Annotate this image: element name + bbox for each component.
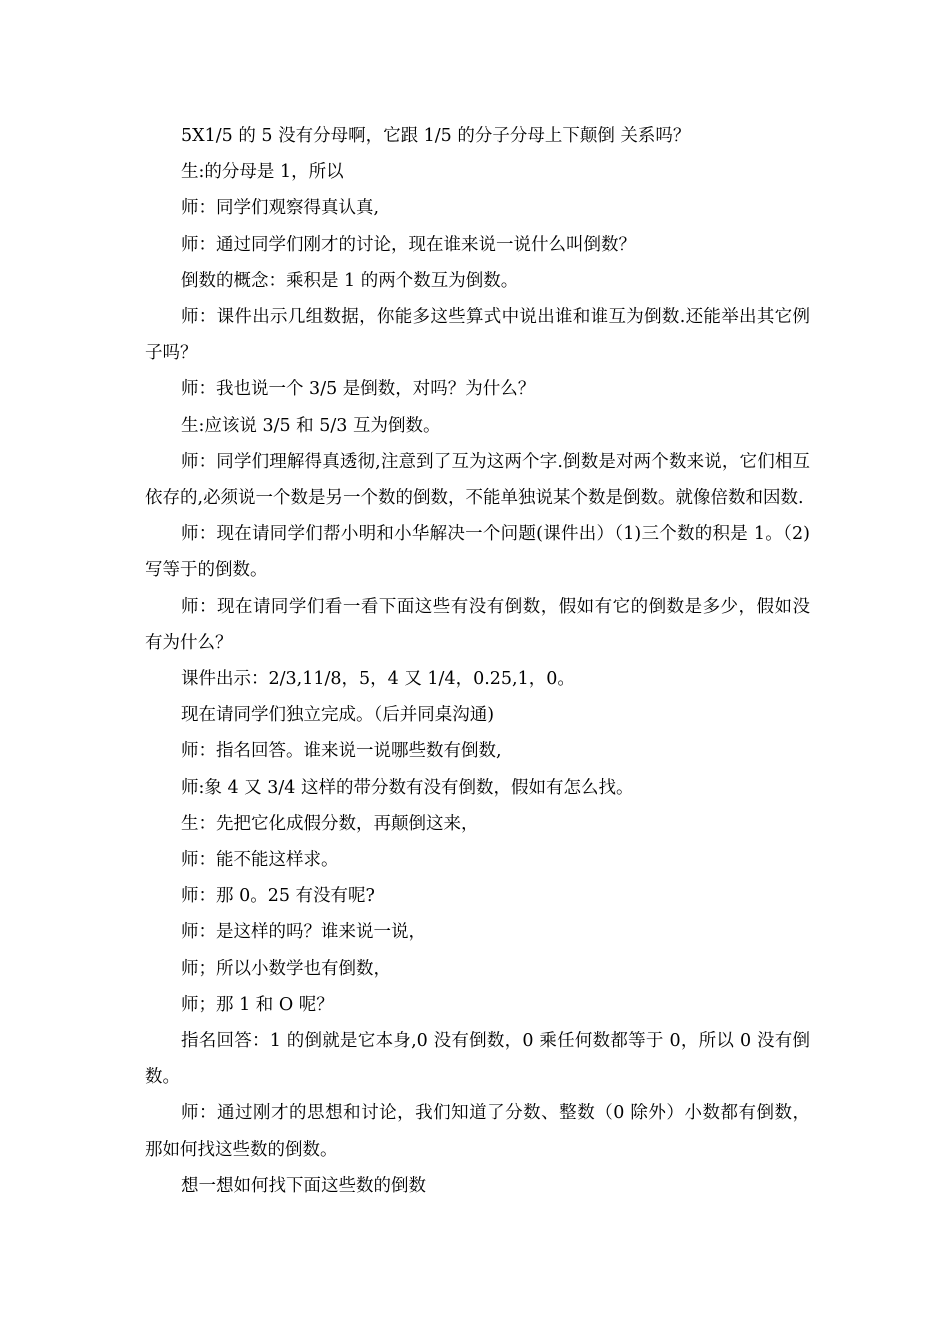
paragraph: 课件出示：2/3,11/8，5，4 又 1/4，0.25,1，0。 [181, 669, 575, 690]
paragraph: 生:的分母是 1，所以 [181, 162, 344, 183]
paragraph: 师：课件出示几组数据，你能多这些算式中说出谁和谁互为倒数.还能举出其它例子吗？ [145, 307, 810, 364]
paragraph: 师：能不能这样求。 [181, 850, 339, 871]
paragraph: 师：我也说一个 3/5 是倒数，对吗？为什么？ [181, 379, 536, 400]
paragraph: 想一想如何找下面这些数的倒数 [181, 1175, 426, 1196]
document-body [145, 118, 810, 1204]
paragraph: 师:象 4 又 3/4 这样的带分数有没有倒数，假如有怎么找。 [181, 777, 634, 798]
paragraph: 生:应该说 3/5 和 5/3 互为倒数。 [181, 415, 441, 436]
paragraph: 倒数的概念：乘积是 1 的两个数互为倒数。 [181, 270, 519, 291]
paragraph: 指名回答：1 的倒就是它本身,0 没有倒数，0 乘任何数都等于 0，所以 0 没有倒数。 [145, 1031, 810, 1088]
paragraph: 师：指名回答。谁来说一说哪些数有倒数, [181, 741, 502, 762]
paragraph: 师：通过同学们刚才的讨论，现在谁来说一说什么叫倒数？ [181, 234, 636, 255]
paragraph: 生：先把它化成假分数，再颠倒这来， [181, 813, 479, 834]
paragraph: 师；所以小数学也有倒数， [181, 958, 391, 979]
paragraph: 5X1/5 的 5 没有分母啊，它跟 1/5 的分子分母上下颠倒 关系吗？ [181, 126, 691, 146]
paragraph: 师：现在请同学们帮小明和小华解决一个问题(课件出）（1)三个数的积是 1。（2)写等于的倒数。 [145, 524, 810, 581]
paragraph: 师：同学们理解得真透彻,注意到了互为这两个字.倒数是对两个数来说，它们相互依存的,必须说一个数是另一个数的倒数，不能单独说某个数是倒数。就像倍数和因数. [145, 451, 810, 509]
paragraph: 师：同学们观察得真认真, [181, 198, 380, 219]
paragraph: 师：通过刚才的思想和讨论，我们知道了分数、整数（0 除外）小数都有倒数，那如何找这些数的倒数。 [145, 1103, 810, 1160]
paragraph: 师；那 1 和 O 呢？ [181, 994, 334, 1015]
paragraph: 现在请同学们独立完成。（后并同桌沟通) [181, 705, 495, 726]
paragraph: 师：现在请同学们看一看下面这些有没有倒数，假如有它的倒数是多少，假如没有为什么？ [145, 596, 810, 653]
paragraph: 师：那 0。25 有没有呢? [181, 886, 375, 907]
paragraph: 师：是这样的吗？谁来说一说， [181, 922, 426, 943]
